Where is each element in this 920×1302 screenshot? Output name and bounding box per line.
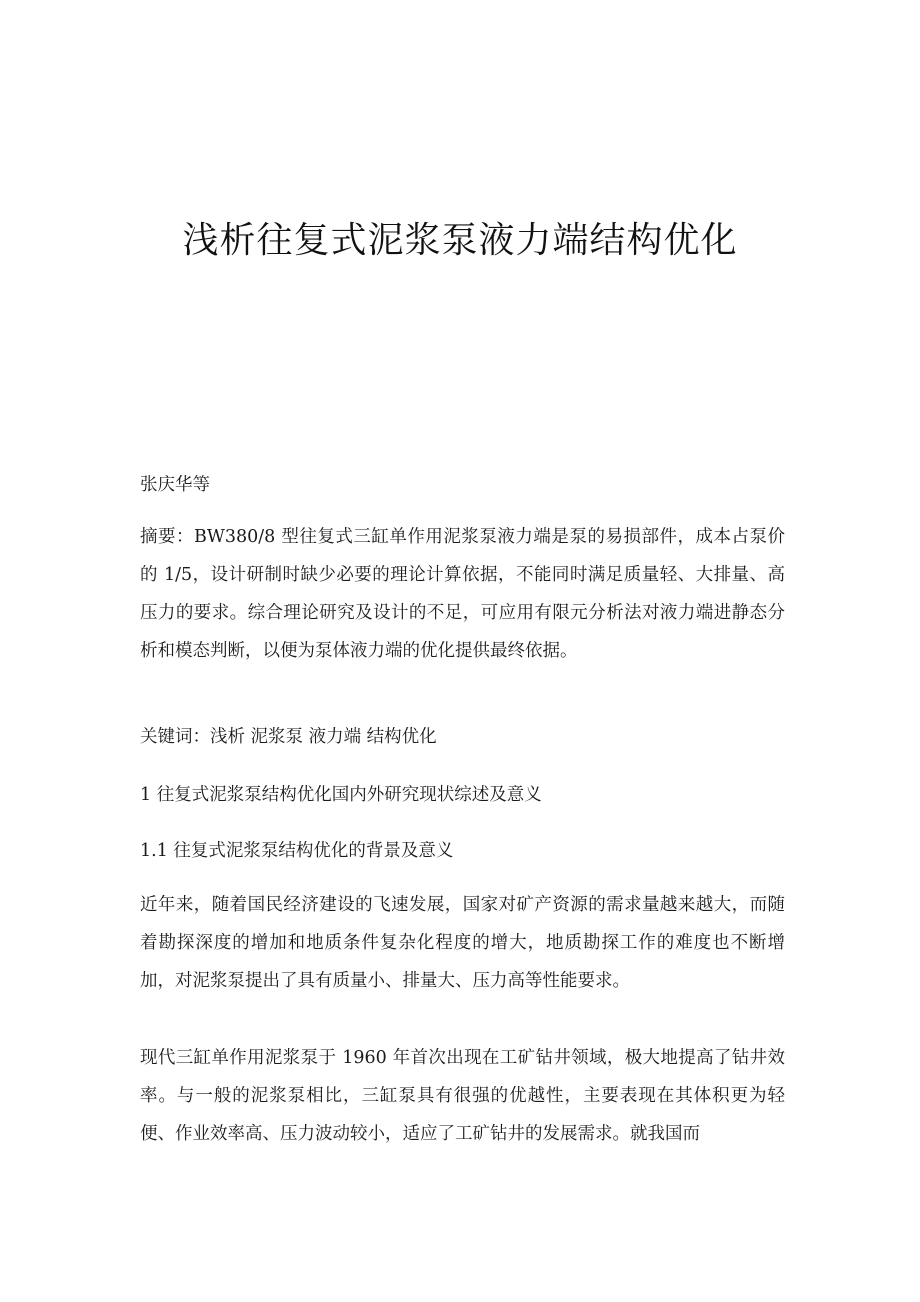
- section-heading-1: 1 往复式泥浆泵结构优化国内外研究现状综述及意义: [140, 785, 542, 805]
- body-paragraph-1: 近年来，随着国民经济建设的飞速发展，国家对矿产资源的需求量越来越大，而随着勘探深度的增加和地质条件复杂化程度的增大，地质勘探工作的难度也不断增加，对泥浆泵提出了具有质量小、排量大、压力高等性能要求。: [140, 895, 785, 991]
- author-line: 张庆华等: [140, 475, 210, 495]
- document-title: 浅析往复式泥浆泵液力端结构优化: [182, 220, 738, 261]
- keywords-line: 关键词：浅析 泥浆泵 液力端 结构优化: [140, 727, 437, 747]
- abstract-paragraph: 摘要：BW380/8 型往复式三缸单作用泥浆泵液力端是泵的易损部件，成本占泵价的 1/5，设计研制时缺少必要的理论计算依据，不能同时满足质量轻、大排量、高压力的要求。综合理论研究及设计的不足，可应用有限元分析法对液力端进静态分析和模态判断，以便为泵体液力端的优化提供最终依据。: [140, 527, 785, 661]
- section-heading-1-1: 1.1 往复式泥浆泵结构优化的背景及意义: [140, 841, 454, 861]
- body-paragraph-2: 现代三缸单作用泥浆泵于 1960 年首次出现在工矿钻井领域，极大地提高了钻井效率。与一般的泥浆泵相比，三缸泵具有很强的优越性，主要表现在其体积更为轻便、作业效率高、压力波动较小，适应了工矿钻井的发展需求。就我国而: [140, 1048, 785, 1144]
